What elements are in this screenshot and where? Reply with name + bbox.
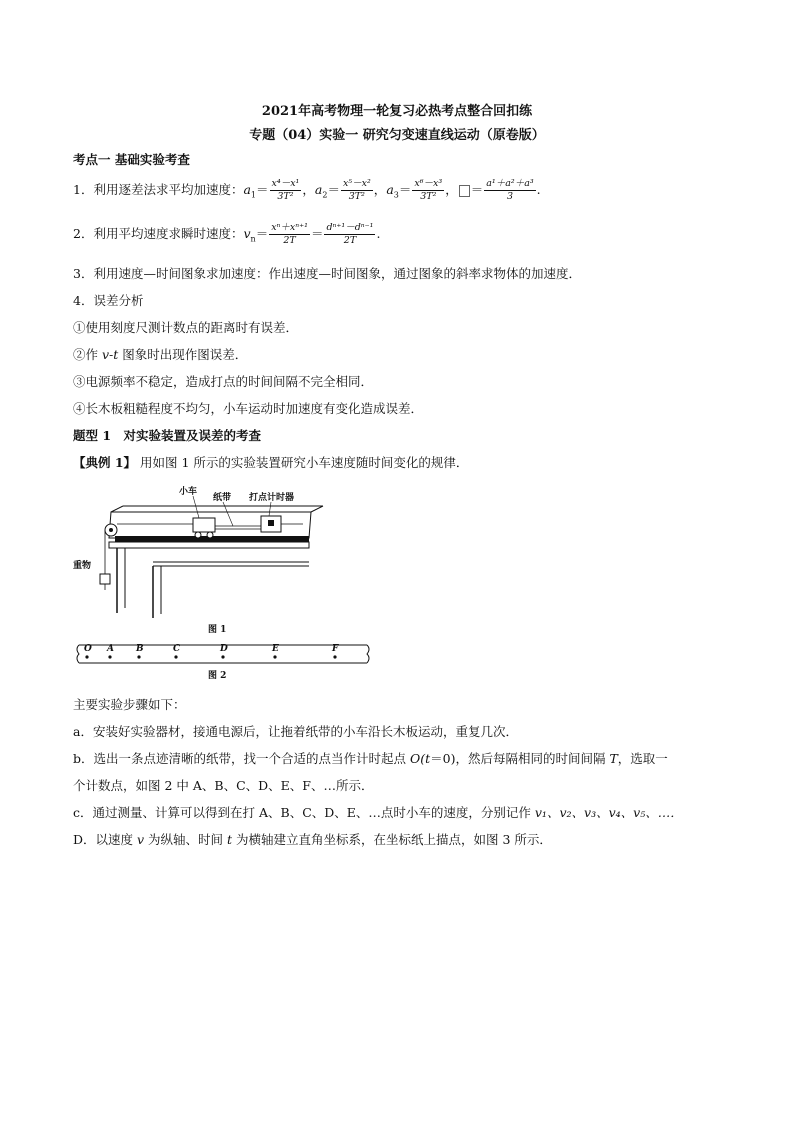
document-title: 2021年高考物理一轮复习必热考点整合回扣练	[261, 104, 533, 119]
step-d-t: t	[227, 832, 233, 847]
fraction-vn-d	[324, 222, 375, 247]
figure-1-apparatus	[73, 478, 373, 638]
label-car: 小车	[179, 487, 198, 497]
eq-sign: ＝	[398, 182, 412, 197]
fraction-a3-den: 3T²	[412, 190, 444, 203]
err2-post: 图象时出现作图误差．	[118, 347, 248, 362]
period: .	[536, 182, 541, 197]
step-d-mid: 为纵轴、时间	[144, 832, 228, 847]
fraction-a3	[412, 178, 444, 203]
eq-sign: ＝	[327, 182, 340, 197]
tape-label-F: F	[332, 644, 339, 654]
item4-text: 4．误差分析	[73, 293, 144, 308]
fraction-a3-num: x⁶－x³	[414, 178, 443, 189]
section1-heading: 考点一 基础实验考查	[73, 152, 190, 167]
example-line	[73, 455, 468, 471]
step-d	[73, 832, 552, 848]
step-a: a．安装好实验器材，接通电源后，让拖着纸带的小车沿长木板运动，重复几次．	[73, 724, 518, 739]
tape-dot-C	[174, 655, 177, 658]
err2-pre: ②作	[73, 347, 102, 362]
fraction-a1-num: x⁴－x¹	[271, 178, 300, 189]
fraction-vn-x	[269, 222, 310, 247]
vn-symbol: v	[243, 226, 251, 241]
err2-vt: v-t	[101, 347, 119, 362]
example-label: 【典例 1】	[73, 455, 137, 470]
item2-prefix: 2．利用平均速度求瞬时速度：	[73, 226, 244, 241]
fraction-mean-a-den: 3	[484, 190, 535, 203]
error-item-3: ③电源频率不稳定，造成打点的时间间隔不完全相同．	[73, 374, 374, 389]
tape-dot-B	[137, 655, 140, 658]
fraction-vn-d-den: 2T	[324, 234, 375, 247]
fraction-mean-a	[484, 178, 535, 203]
a2-sub: 2	[322, 190, 328, 200]
period: .	[376, 226, 381, 241]
tape-dot-F	[333, 655, 336, 658]
figure-2-tape	[73, 642, 373, 682]
tape-dot-E	[273, 655, 276, 658]
tape-dot-O	[85, 655, 88, 658]
fraction-a1-den: 3T²	[270, 190, 302, 203]
tape-label-A: A	[107, 644, 114, 654]
tape-label-B: B	[136, 644, 144, 654]
figure-1-caption: 图 1	[208, 625, 227, 635]
comma: ，	[302, 182, 315, 197]
fraction-a2-num: x⁵－x²	[342, 178, 371, 189]
step-d-v: v	[137, 832, 145, 847]
section2-heading: 题型 1 对实验装置及误差的考查	[73, 428, 262, 443]
step-d-post: 为横轴建立直角坐标系，在坐标纸上描点，如图 3 所示．	[232, 832, 552, 847]
label-weight: 重物	[73, 561, 92, 571]
a1-sub: 1	[250, 190, 257, 200]
label-tape: 纸带	[213, 493, 232, 503]
fraction-a1	[270, 178, 302, 203]
a3-sub: 3	[393, 190, 399, 200]
step-c-pre: c．通过测量、计算可以得到在打 A、B、C、D、E、…点时小车的速度，分别记作	[73, 805, 535, 820]
vn-sub: n	[250, 234, 256, 244]
step-c-vars: v₁、v₂、v₃、v₄、v₅、…．	[534, 805, 683, 820]
item1-prefix: 1．利用逐差法求平均加速度：	[73, 182, 244, 197]
fraction-vn-x-den: 2T	[269, 234, 310, 247]
tape-dot-D	[221, 655, 224, 658]
step-b-line1	[73, 751, 668, 767]
step-c	[73, 805, 683, 821]
tape-dot-A	[108, 655, 111, 658]
comma: ，	[373, 182, 387, 197]
tape-label-D: D	[220, 644, 228, 654]
eq-sign: ＝	[470, 182, 484, 197]
label-timer: 打点计时器	[249, 493, 295, 503]
tape-label-C: C	[173, 644, 181, 654]
step-b-T: T	[609, 751, 618, 766]
comma: ，	[445, 182, 458, 197]
a1-symbol: a	[243, 182, 251, 197]
error-item-4: ④长木板粗糙程度不均匀，小车运动时加速度有变化造成误差．	[73, 401, 424, 416]
fraction-vn-d-num: dⁿ⁺¹－dⁿ⁻¹	[326, 222, 374, 233]
eq-sign: ＝	[256, 182, 269, 197]
fraction-mean-a-num: a¹＋a²＋a³	[486, 178, 534, 189]
item2-formula-line	[73, 222, 380, 248]
step-b-t: (t	[420, 751, 431, 766]
item1-formula-line	[73, 178, 541, 204]
a2-symbol: a	[314, 182, 323, 197]
step-b-post: ，选取一	[617, 751, 668, 766]
steps-intro: 主要实验步骤如下：	[73, 697, 186, 712]
tape-label-E: E	[272, 644, 279, 654]
eq-sign: ＝	[310, 226, 324, 241]
figure-2-caption: 图 2	[208, 671, 227, 681]
step-b-pre: b．选出一条点迹清晰的纸带，找一个合适的点当作计时起点	[73, 751, 410, 766]
step-b-line2: 个计数点，如图 2 中 A、B、C、D、E、F、…所示．	[73, 778, 374, 793]
step-d-pre: D．以速度	[73, 832, 137, 847]
eq-sign: ＝	[255, 226, 269, 241]
document-subtitle: 专题（04）实验一 研究匀变速直线运动（原卷版）	[249, 128, 545, 143]
item3-text: 3．利用速度—时间图象求加速度：作出速度—时间图象，通过图象的斜率求物体的加速度．	[73, 266, 581, 281]
missing-glyph-icon	[459, 185, 470, 197]
fraction-vn-x-num: xⁿ＋xⁿ⁺¹	[271, 222, 308, 233]
a3-symbol: a	[386, 182, 394, 197]
fraction-a2	[341, 178, 373, 203]
fraction-a2-den: 3T²	[341, 190, 373, 203]
step-b-O: O	[409, 751, 421, 766]
error-item-1: ①使用刻度尺测计数点的距离时有误差．	[73, 320, 299, 335]
tape-label-O: O	[84, 644, 92, 654]
example-text: 用如图 1 所示的实验装置研究小车速度随时间变化的规律．	[136, 455, 469, 470]
error-item-2	[73, 347, 247, 363]
step-b-mid: ＝0)，然后每隔相同的时间间隔	[430, 751, 610, 766]
